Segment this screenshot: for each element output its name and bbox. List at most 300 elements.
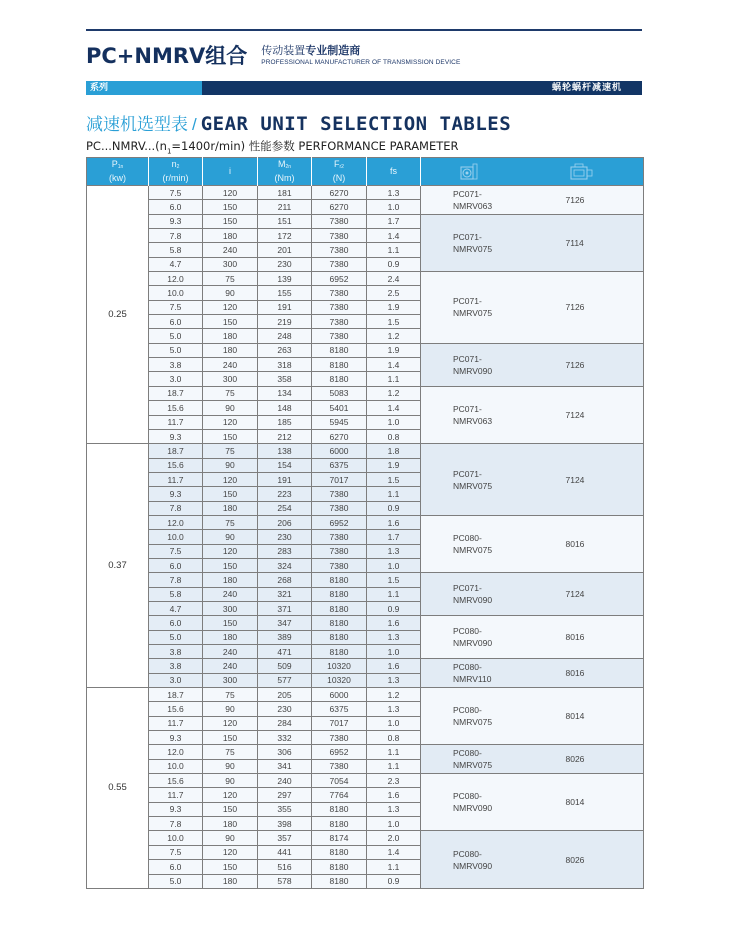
- cell-radial-load: 6270: [312, 200, 367, 214]
- cell-torque: 306: [258, 745, 312, 759]
- cell-output-speed: 9.3: [149, 429, 203, 443]
- cell-radial-load: 7380: [312, 214, 367, 228]
- cell-output-speed: 6.0: [149, 315, 203, 329]
- cell-output-speed: 15.6: [149, 702, 203, 716]
- col-radial-load-header: [312, 158, 367, 186]
- cell-torque: 341: [258, 759, 312, 773]
- cell-gearbox-model: PC080-NMRV110: [421, 659, 520, 688]
- cell-torque: 138: [258, 444, 312, 458]
- cell-radial-load: 7380: [312, 558, 367, 572]
- cell-service-factor: 1.3: [367, 673, 421, 687]
- cell-ratio: 90: [203, 401, 258, 415]
- header-subscript: r2: [339, 164, 344, 170]
- cell-motor-code: 7124: [520, 386, 644, 443]
- cell-ratio: 75: [203, 272, 258, 286]
- col-output-speed-header: [149, 158, 203, 186]
- cell-output-speed: 15.6: [149, 401, 203, 415]
- cell-output-speed: 6.0: [149, 616, 203, 630]
- cell-motor-code: 7124: [520, 444, 644, 516]
- cell-output-speed: 3.8: [149, 645, 203, 659]
- cell-radial-load: 8180: [312, 616, 367, 630]
- cell-output-speed: 12.0: [149, 272, 203, 286]
- cell-radial-load: 7380: [312, 243, 367, 257]
- cell-torque: 332: [258, 731, 312, 745]
- cell-service-factor: 0.9: [367, 501, 421, 515]
- cell-output-speed: 7.8: [149, 573, 203, 587]
- subtitle-suffix: =1400r/min) 性能参数 PERFORMANCE PARAMETER: [171, 139, 459, 153]
- cell-motor-code: 7124: [520, 573, 644, 616]
- section-title-separator: /: [192, 115, 197, 134]
- motor-icon: [520, 163, 644, 181]
- cell-torque: 321: [258, 587, 312, 601]
- cell-service-factor: 1.2: [367, 329, 421, 343]
- cell-radial-load: 8180: [312, 573, 367, 587]
- cell-ratio: 150: [203, 616, 258, 630]
- cell-service-factor: 1.6: [367, 616, 421, 630]
- cell-output-speed: 7.5: [149, 300, 203, 314]
- motor-column-header: [520, 158, 644, 186]
- cell-ratio: 180: [203, 874, 258, 888]
- cell-ratio: 75: [203, 386, 258, 400]
- cell-service-factor: 1.5: [367, 573, 421, 587]
- cell-ratio: 150: [203, 200, 258, 214]
- cell-service-factor: 1.3: [367, 630, 421, 644]
- section-title-cn: 减速机选型表: [86, 115, 188, 135]
- cell-torque: 577: [258, 673, 312, 687]
- cell-service-factor: 1.6: [367, 659, 421, 673]
- table-row: [87, 774, 644, 788]
- cell-gearbox-model: PC071-NMRV090: [421, 343, 520, 386]
- cell-motor-code: 8016: [520, 659, 644, 688]
- cell-radial-load: 10320: [312, 659, 367, 673]
- cell-ratio: 90: [203, 831, 258, 845]
- cell-power: 0.55: [87, 688, 149, 889]
- cell-radial-load: 7380: [312, 501, 367, 515]
- cell-service-factor: 1.1: [367, 372, 421, 386]
- cell-torque: 191: [258, 300, 312, 314]
- cell-service-factor: 1.0: [367, 200, 421, 214]
- cell-ratio: 240: [203, 659, 258, 673]
- cell-service-factor: 1.1: [367, 745, 421, 759]
- cell-torque: 219: [258, 315, 312, 329]
- cell-radial-load: 8180: [312, 874, 367, 888]
- cell-output-speed: 11.7: [149, 716, 203, 730]
- header-symbol: P: [111, 159, 118, 169]
- cell-gearbox-model: PC080-NMRV090: [421, 774, 520, 831]
- cell-service-factor: 1.9: [367, 343, 421, 357]
- cell-torque: 185: [258, 415, 312, 429]
- cell-ratio: 180: [203, 329, 258, 343]
- cell-radial-load: 7380: [312, 329, 367, 343]
- cell-torque: 155: [258, 286, 312, 300]
- cell-ratio: 90: [203, 458, 258, 472]
- cell-radial-load: 8180: [312, 645, 367, 659]
- cell-motor-code: 8026: [520, 745, 644, 774]
- cell-service-factor: 1.7: [367, 214, 421, 228]
- cell-radial-load: 7380: [312, 530, 367, 544]
- cell-torque: 211: [258, 200, 312, 214]
- cell-output-speed: 6.0: [149, 200, 203, 214]
- cell-torque: 516: [258, 860, 312, 874]
- cell-radial-load: 6270: [312, 429, 367, 443]
- cell-torque: 181: [258, 186, 312, 200]
- cell-output-speed: 10.0: [149, 286, 203, 300]
- header-unit: (kw): [109, 173, 126, 183]
- header-symbol: M: [277, 159, 286, 169]
- cell-ratio: 150: [203, 860, 258, 874]
- series-label: 系列: [86, 81, 202, 95]
- cell-service-factor: 1.5: [367, 315, 421, 329]
- header-subscript: 2: [176, 164, 180, 170]
- cell-output-speed: 11.7: [149, 472, 203, 486]
- cell-service-factor: 1.4: [367, 845, 421, 859]
- cell-output-speed: 3.8: [149, 659, 203, 673]
- cell-gearbox-model: PC071-NMRV090: [421, 573, 520, 616]
- cell-service-factor: 1.9: [367, 300, 421, 314]
- cell-radial-load: 6375: [312, 458, 367, 472]
- cell-service-factor: 1.2: [367, 688, 421, 702]
- cell-motor-code: 7126: [520, 272, 644, 344]
- selection-table: [86, 157, 644, 889]
- cell-radial-load: 6375: [312, 702, 367, 716]
- cell-output-speed: 18.7: [149, 688, 203, 702]
- series-bar: [86, 81, 642, 95]
- cell-torque: 578: [258, 874, 312, 888]
- cell-radial-load: 8180: [312, 860, 367, 874]
- cell-radial-load: 7380: [312, 487, 367, 501]
- cell-output-speed: 7.5: [149, 845, 203, 859]
- cell-output-speed: 3.0: [149, 372, 203, 386]
- cell-ratio: 120: [203, 415, 258, 429]
- cell-service-factor: 1.7: [367, 530, 421, 544]
- cell-gearbox-model: PC080-NMRV075: [421, 745, 520, 774]
- cell-ratio: 90: [203, 702, 258, 716]
- cell-output-speed: 15.6: [149, 458, 203, 472]
- cell-output-speed: 12.0: [149, 745, 203, 759]
- cell-output-speed: 7.5: [149, 544, 203, 558]
- cell-radial-load: 6000: [312, 688, 367, 702]
- cell-torque: 151: [258, 214, 312, 228]
- section-title-en: GEAR UNIT SELECTION TABLES: [200, 113, 512, 135]
- cell-radial-load: 8180: [312, 601, 367, 615]
- cell-service-factor: 1.5: [367, 472, 421, 486]
- cell-output-speed: 4.7: [149, 601, 203, 615]
- cell-output-speed: 11.7: [149, 415, 203, 429]
- cell-output-speed: 5.0: [149, 343, 203, 357]
- brand-tagline: [261, 44, 460, 69]
- cell-torque: 230: [258, 530, 312, 544]
- cell-service-factor: 0.9: [367, 257, 421, 271]
- cell-torque: 254: [258, 501, 312, 515]
- cell-ratio: 90: [203, 774, 258, 788]
- cell-ratio: 90: [203, 286, 258, 300]
- cell-ratio: 120: [203, 788, 258, 802]
- cell-radial-load: 7380: [312, 257, 367, 271]
- cell-gearbox-model: PC071-NMRV063: [421, 386, 520, 443]
- category-label: 蜗轮蜗杆减速机: [202, 81, 642, 95]
- cell-output-speed: 12.0: [149, 515, 203, 529]
- header-unit: (r/min): [162, 173, 189, 183]
- cell-torque: 191: [258, 472, 312, 486]
- cell-torque: 154: [258, 458, 312, 472]
- cell-radial-load: 6000: [312, 444, 367, 458]
- cell-ratio: 75: [203, 444, 258, 458]
- cell-torque: 441: [258, 845, 312, 859]
- cell-output-speed: 18.7: [149, 386, 203, 400]
- header-subscript: 1n: [117, 164, 124, 170]
- tagline-cn-bold: 专业制造商: [305, 44, 361, 57]
- cell-ratio: 120: [203, 186, 258, 200]
- subtitle-subscript: 1: [166, 147, 172, 156]
- cell-gearbox-model: PC071-NMRV075: [421, 214, 520, 271]
- cell-service-factor: 1.6: [367, 515, 421, 529]
- cell-ratio: 90: [203, 759, 258, 773]
- cell-service-factor: 0.9: [367, 874, 421, 888]
- cell-output-speed: 15.6: [149, 774, 203, 788]
- cell-service-factor: 1.3: [367, 544, 421, 558]
- cell-output-speed: 3.0: [149, 673, 203, 687]
- table-row: [87, 688, 644, 702]
- cell-service-factor: 1.4: [367, 358, 421, 372]
- cell-service-factor: 1.4: [367, 229, 421, 243]
- cell-radial-load: 7380: [312, 731, 367, 745]
- table-row: [87, 831, 644, 845]
- tagline-cn: [261, 44, 460, 58]
- cell-torque: 248: [258, 329, 312, 343]
- cell-gearbox-model: PC071-NMRV063: [421, 186, 520, 215]
- cell-torque: 509: [258, 659, 312, 673]
- header-symbol: F: [334, 159, 340, 169]
- cell-output-speed: 9.3: [149, 214, 203, 228]
- cell-output-speed: 6.0: [149, 558, 203, 572]
- table-header-row: [87, 158, 644, 186]
- cell-torque: 212: [258, 429, 312, 443]
- cell-output-speed: 9.3: [149, 731, 203, 745]
- col-torque-header: [258, 158, 312, 186]
- cell-radial-load: 8180: [312, 845, 367, 859]
- cell-torque: 205: [258, 688, 312, 702]
- cell-ratio: 120: [203, 845, 258, 859]
- cell-ratio: 75: [203, 745, 258, 759]
- cell-ratio: 300: [203, 601, 258, 615]
- cell-ratio: 180: [203, 573, 258, 587]
- cell-motor-code: 8016: [520, 616, 644, 659]
- header-symbol: fs: [389, 166, 397, 176]
- cell-torque: 206: [258, 515, 312, 529]
- cell-output-speed: 5.8: [149, 587, 203, 601]
- cell-radial-load: 6270: [312, 186, 367, 200]
- cell-motor-code: 8016: [520, 515, 644, 572]
- brand-header: [86, 43, 460, 69]
- cell-ratio: 180: [203, 817, 258, 831]
- cell-ratio: 240: [203, 358, 258, 372]
- cell-radial-load: 7017: [312, 472, 367, 486]
- cell-service-factor: 1.0: [367, 558, 421, 572]
- cell-output-speed: 5.0: [149, 329, 203, 343]
- cell-service-factor: 0.9: [367, 601, 421, 615]
- cell-output-speed: 7.8: [149, 501, 203, 515]
- cell-service-factor: 1.1: [367, 759, 421, 773]
- cell-radial-load: 8180: [312, 817, 367, 831]
- cell-torque: 148: [258, 401, 312, 415]
- tagline-en: PROFESSIONAL MANUFACTURER OF TRANSMISSION DEVICE: [261, 59, 461, 66]
- cell-gearbox-model: PC080-NMRV090: [421, 831, 520, 888]
- cell-radial-load: 8180: [312, 587, 367, 601]
- cell-power: 0.25: [87, 186, 149, 444]
- cell-service-factor: 1.9: [367, 458, 421, 472]
- cell-output-speed: 5.0: [149, 874, 203, 888]
- cell-radial-load: 5401: [312, 401, 367, 415]
- cell-service-factor: 1.3: [367, 186, 421, 200]
- cell-ratio: 300: [203, 257, 258, 271]
- cell-service-factor: 1.1: [367, 587, 421, 601]
- cell-ratio: 150: [203, 558, 258, 572]
- cell-ratio: 75: [203, 688, 258, 702]
- cell-service-factor: 1.1: [367, 487, 421, 501]
- cell-gearbox-model: PC080-NMRV090: [421, 616, 520, 659]
- cell-ratio: 120: [203, 300, 258, 314]
- table-row: [87, 616, 644, 630]
- cell-ratio: 300: [203, 372, 258, 386]
- cell-torque: 358: [258, 372, 312, 386]
- cell-radial-load: 8180: [312, 372, 367, 386]
- table-row: [87, 573, 644, 587]
- cell-output-speed: 5.8: [149, 243, 203, 257]
- cell-output-speed: 5.0: [149, 630, 203, 644]
- cell-output-speed: 10.0: [149, 831, 203, 845]
- header-subscript: 2n: [285, 164, 292, 170]
- cell-radial-load: 6952: [312, 745, 367, 759]
- cell-radial-load: 7054: [312, 774, 367, 788]
- cell-output-speed: 9.3: [149, 802, 203, 816]
- cell-radial-load: 7380: [312, 544, 367, 558]
- cell-torque: 357: [258, 831, 312, 845]
- cell-service-factor: 1.3: [367, 802, 421, 816]
- table-row: [87, 659, 644, 673]
- cell-torque: 172: [258, 229, 312, 243]
- cell-ratio: 150: [203, 487, 258, 501]
- cell-radial-load: 8180: [312, 343, 367, 357]
- table-row: [87, 745, 644, 759]
- cell-torque: 230: [258, 702, 312, 716]
- cell-radial-load: 7017: [312, 716, 367, 730]
- cell-service-factor: 1.4: [367, 401, 421, 415]
- header-unit: (N): [332, 173, 346, 183]
- cell-ratio: 300: [203, 673, 258, 687]
- cell-service-factor: 2.0: [367, 831, 421, 845]
- cell-ratio: 150: [203, 429, 258, 443]
- cell-service-factor: 1.2: [367, 386, 421, 400]
- cell-service-factor: 1.3: [367, 702, 421, 716]
- cell-motor-code: 8014: [520, 774, 644, 831]
- cell-radial-load: 7380: [312, 286, 367, 300]
- cell-ratio: 120: [203, 472, 258, 486]
- cell-radial-load: 5945: [312, 415, 367, 429]
- cell-torque: 297: [258, 788, 312, 802]
- header-symbol: i: [229, 166, 231, 176]
- cell-radial-load: 7764: [312, 788, 367, 802]
- tagline-cn-light: 传动装置: [261, 44, 306, 57]
- cell-ratio: 240: [203, 243, 258, 257]
- cell-ratio: 180: [203, 343, 258, 357]
- cell-torque: 389: [258, 630, 312, 644]
- cell-output-speed: 6.0: [149, 860, 203, 874]
- subtitle-prefix: PC...NMRV...(n: [86, 139, 167, 153]
- cell-ratio: 180: [203, 501, 258, 515]
- cell-ratio: 180: [203, 229, 258, 243]
- section-title: [86, 110, 511, 135]
- cell-output-speed: 11.7: [149, 788, 203, 802]
- cell-motor-code: 7114: [520, 214, 644, 271]
- cell-service-factor: 1.6: [367, 788, 421, 802]
- cell-service-factor: 1.1: [367, 860, 421, 874]
- col-power-header: [87, 158, 149, 186]
- cell-output-speed: 10.0: [149, 759, 203, 773]
- cell-torque: 355: [258, 802, 312, 816]
- cell-motor-code: 8014: [520, 688, 644, 745]
- cell-ratio: 150: [203, 731, 258, 745]
- cell-torque: 263: [258, 343, 312, 357]
- cell-torque: 230: [258, 257, 312, 271]
- col-ratio-header: [203, 158, 258, 186]
- cell-radial-load: 10320: [312, 673, 367, 687]
- cell-service-factor: 0.8: [367, 731, 421, 745]
- cell-radial-load: 8180: [312, 358, 367, 372]
- table-row: [87, 444, 644, 458]
- cell-service-factor: 0.8: [367, 429, 421, 443]
- table-row: [87, 214, 644, 228]
- header-rule: [86, 29, 642, 31]
- cell-radial-load: 8180: [312, 630, 367, 644]
- cell-radial-load: 6952: [312, 515, 367, 529]
- cell-ratio: 150: [203, 214, 258, 228]
- cell-output-speed: 7.8: [149, 817, 203, 831]
- cell-gearbox-model: PC080-NMRV075: [421, 515, 520, 572]
- cell-torque: 371: [258, 601, 312, 615]
- header-unit: (Nm): [274, 173, 295, 183]
- cell-torque: 134: [258, 386, 312, 400]
- cell-radial-load: 7380: [312, 759, 367, 773]
- cell-service-factor: 1.0: [367, 817, 421, 831]
- cell-power: 0.37: [87, 444, 149, 688]
- table-row: [87, 272, 644, 286]
- cell-torque: 398: [258, 817, 312, 831]
- cell-ratio: 75: [203, 515, 258, 529]
- cell-torque: 201: [258, 243, 312, 257]
- cell-ratio: 240: [203, 587, 258, 601]
- cell-output-speed: 7.5: [149, 186, 203, 200]
- header-symbol: n: [171, 159, 177, 169]
- col-service-factor-header: [367, 158, 421, 186]
- table-row: [87, 515, 644, 529]
- cell-service-factor: 2.3: [367, 774, 421, 788]
- cell-ratio: 120: [203, 544, 258, 558]
- cell-torque: 139: [258, 272, 312, 286]
- cell-gearbox-model: PC071-NMRV075: [421, 444, 520, 516]
- cell-output-speed: 9.3: [149, 487, 203, 501]
- cell-torque: 324: [258, 558, 312, 572]
- table-row: [87, 343, 644, 357]
- cell-torque: 471: [258, 645, 312, 659]
- cell-service-factor: 1.1: [367, 243, 421, 257]
- cell-ratio: 120: [203, 716, 258, 730]
- cell-radial-load: 8180: [312, 802, 367, 816]
- cell-radial-load: 7380: [312, 315, 367, 329]
- cell-ratio: 240: [203, 645, 258, 659]
- cell-torque: 240: [258, 774, 312, 788]
- cell-torque: 223: [258, 487, 312, 501]
- brand-title: PC+NMRV组合: [86, 44, 248, 68]
